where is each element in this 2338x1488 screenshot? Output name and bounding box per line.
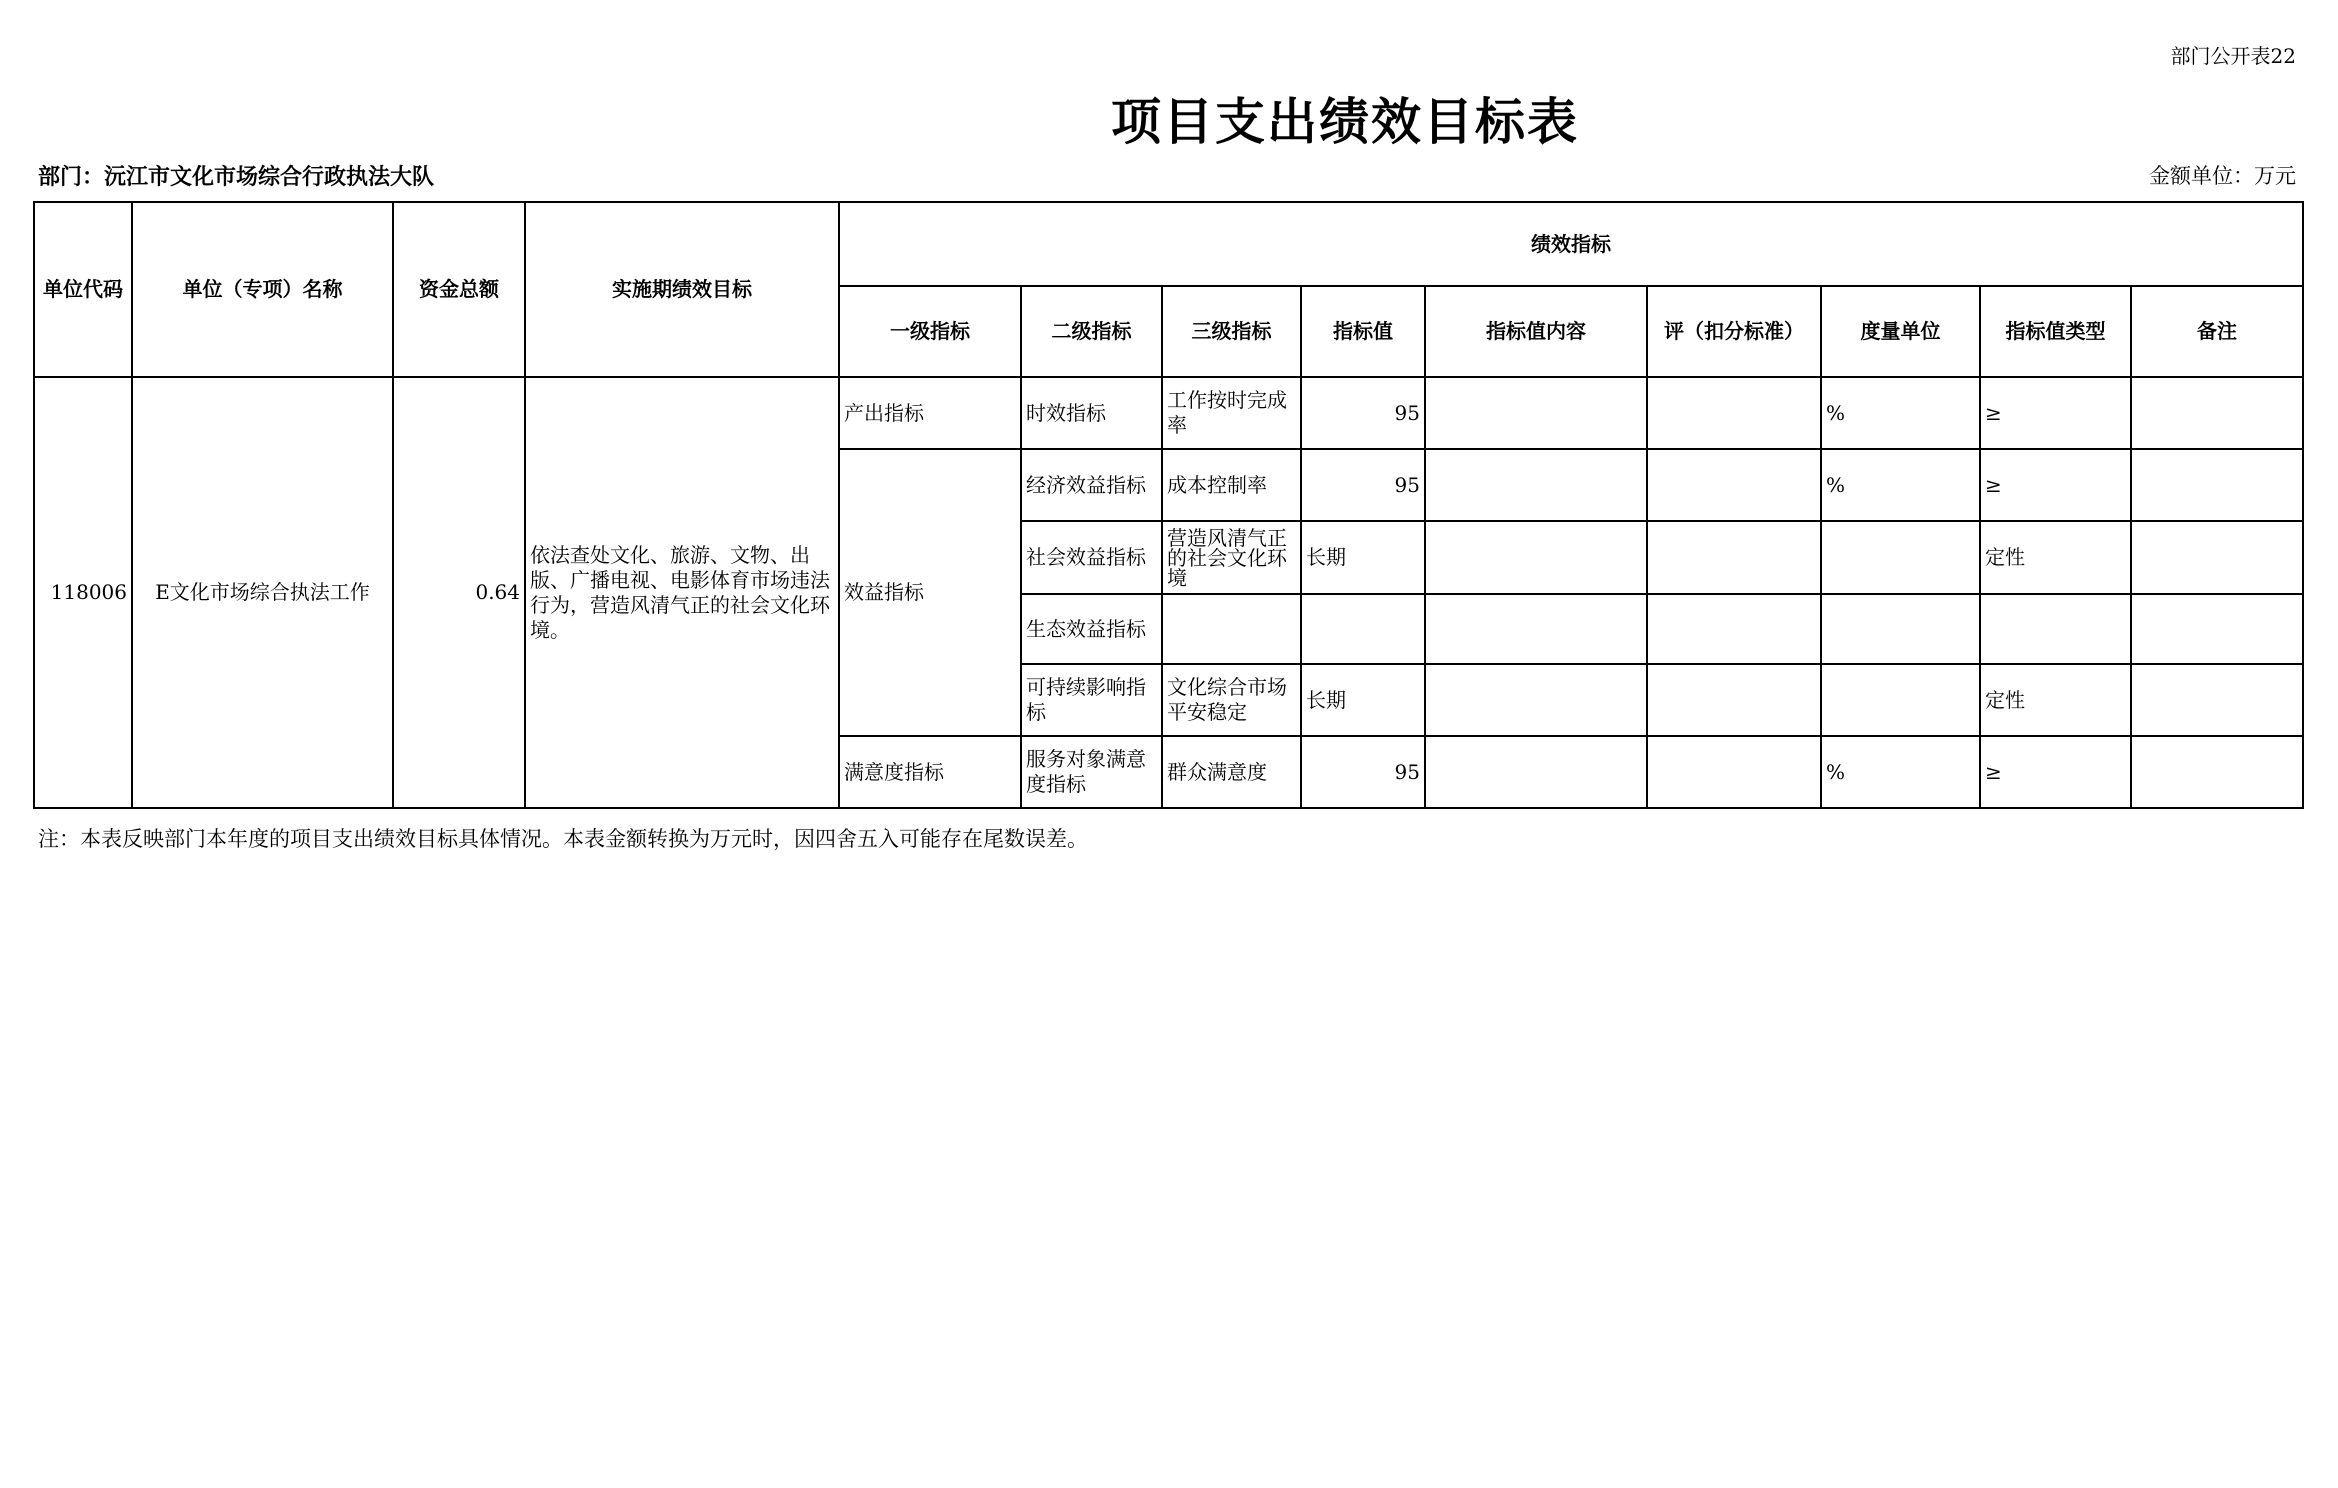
scoring-cell	[1647, 449, 1821, 521]
value-content-cell	[1425, 736, 1647, 808]
level2-cell: 经济效益指标	[1021, 449, 1162, 521]
level1-cell: 产出指标	[839, 377, 1021, 449]
unit-code-cell: 118006	[34, 377, 132, 808]
level3-cell: 文化综合市场平安稳定	[1162, 664, 1301, 736]
remark-cell	[2131, 736, 2303, 808]
value-cell: 95	[1301, 736, 1425, 808]
header-value-content: 指标值内容	[1425, 286, 1647, 377]
scoring-cell	[1647, 377, 1821, 449]
scoring-cell	[1647, 736, 1821, 808]
level2-cell: 社会效益指标	[1021, 521, 1162, 594]
value-cell: 长期	[1301, 521, 1425, 594]
measure-unit-cell: %	[1821, 449, 1980, 521]
header-goal: 实施期绩效目标	[525, 202, 839, 377]
header-value-type: 指标值类型	[1980, 286, 2131, 377]
header-level1: 一级指标	[839, 286, 1021, 377]
scoring-cell	[1647, 664, 1821, 736]
header-remark: 备注	[2131, 286, 2303, 377]
goal-cell: 依法查处文化、旅游、文物、出版、广播电视、电影体育市场违法行为，营造风清气正的社会文化环境。	[525, 377, 839, 808]
level3-cell: 成本控制率	[1162, 449, 1301, 521]
unit-name-cell: E文化市场综合执法工作	[132, 377, 393, 808]
scoring-cell	[1647, 594, 1821, 664]
amount-unit-label: 金额单位：万元	[2149, 164, 2296, 188]
header-scoring: 评（扣分标准）	[1647, 286, 1821, 377]
page-title: 项目支出绩效目标表	[1111, 93, 1579, 151]
value-type-cell	[1980, 594, 2131, 664]
remark-cell	[2131, 594, 2303, 664]
remark-cell	[2131, 664, 2303, 736]
measure-unit-cell: %	[1821, 736, 1980, 808]
scoring-cell	[1647, 521, 1821, 594]
total-funds-cell: 0.64	[393, 377, 525, 808]
value-content-cell	[1425, 449, 1647, 521]
header-performance-indicators: 绩效指标	[839, 202, 2303, 286]
header-measure-unit: 度量单位	[1821, 286, 1980, 377]
value-content-cell	[1425, 664, 1647, 736]
level2-cell: 服务对象满意度指标	[1021, 736, 1162, 808]
value-type-cell: 定性	[1980, 521, 2131, 594]
value-content-cell	[1425, 521, 1647, 594]
value-type-cell: ≥	[1980, 449, 2131, 521]
level2-cell: 生态效益指标	[1021, 594, 1162, 664]
level1-cell: 满意度指标	[839, 736, 1021, 808]
performance-table	[33, 201, 2304, 809]
measure-unit-cell	[1821, 594, 1980, 664]
level2-cell: 时效指标	[1021, 377, 1162, 449]
form-number: 部门公开表22	[2170, 44, 2296, 68]
value-cell	[1301, 594, 1425, 664]
value-content-cell	[1425, 377, 1647, 449]
header-unit-code: 单位代码	[34, 202, 132, 377]
header-level3: 三级指标	[1162, 286, 1301, 377]
value-cell: 长期	[1301, 664, 1425, 736]
header-level2: 二级指标	[1021, 286, 1162, 377]
value-cell: 95	[1301, 377, 1425, 449]
measure-unit-cell	[1821, 521, 1980, 594]
measure-unit-cell: %	[1821, 377, 1980, 449]
level3-cell: 营造风清气正的社会文化环境	[1162, 521, 1301, 594]
value-content-cell	[1425, 594, 1647, 664]
level2-cell: 可持续影响指标	[1021, 664, 1162, 736]
header-unit-name: 单位（专项）名称	[132, 202, 393, 377]
level3-cell: 群众满意度	[1162, 736, 1301, 808]
footnote: 注：本表反映部门本年度的项目支出绩效目标具体情况。本表金额转换为万元时，因四舍五入可能存在尾数误差。	[38, 827, 1088, 851]
header-value: 指标值	[1301, 286, 1425, 377]
value-type-cell: ≥	[1980, 377, 2131, 449]
value-type-cell: ≥	[1980, 736, 2131, 808]
level3-cell: 工作按时完成率	[1162, 377, 1301, 449]
table-row	[34, 377, 2303, 449]
remark-cell	[2131, 449, 2303, 521]
value-cell: 95	[1301, 449, 1425, 521]
header-total-funds: 资金总额	[393, 202, 525, 377]
level1-cell: 效益指标	[839, 449, 1021, 736]
department-label: 部门：沅江市文化市场综合行政执法大队	[38, 165, 435, 190]
measure-unit-cell	[1821, 664, 1980, 736]
remark-cell	[2131, 521, 2303, 594]
remark-cell	[2131, 377, 2303, 449]
value-type-cell: 定性	[1980, 664, 2131, 736]
level3-cell	[1162, 594, 1301, 664]
